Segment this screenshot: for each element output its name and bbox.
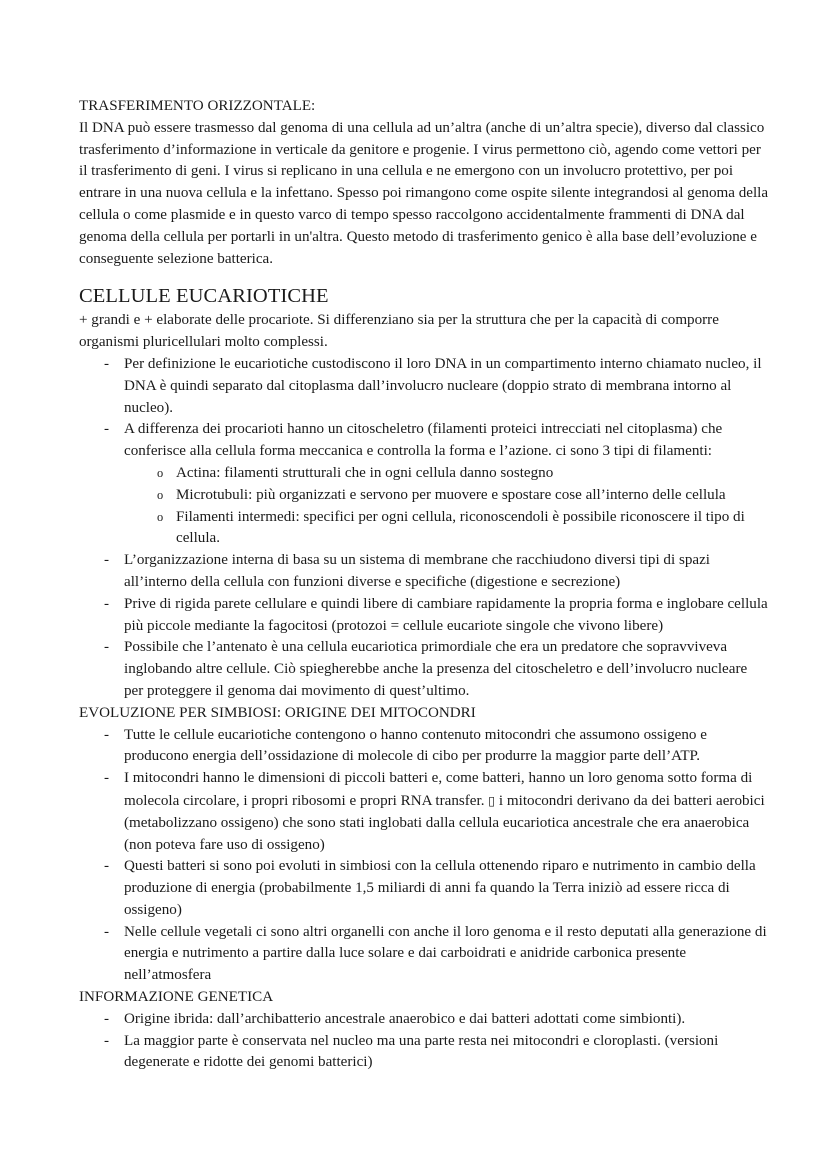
dash-bullet-icon: - (104, 421, 110, 438)
list-item-text-before-symbol: I mitocondri hanno le dimensioni di piccoli batteri e, come batteri, hanno un loro genoma sotto forma di molecola circolare, i propri ribosomi e propri RNA transfer. (124, 770, 753, 809)
list-item-text: Per definizione le eucariotiche custodiscono il loro DNA in un compartimento interno chiamato nucleo, il DNA è quindi separato dal citoplasma dall’involucro nucleare (doppio strato di membrana intorno al nucleo). (124, 355, 762, 416)
dash-bullet-icon: - (104, 1032, 110, 1049)
list-item-text: Possibile che l’antenato è una cellula eucariotica primordiale che era un predatore che sopravviveva inglobando altre cellule. Ciò spiegherebbe anche la presenza del citoscheletro e dell’involucro nucleare per proteggere il genoma dai movimento di quest’ultimo. (124, 639, 748, 699)
list-item (79, 768, 770, 856)
list-item-text: La maggior parte è conservata nel nucleo ma una parte resta nei mitocondri e cloroplasti. (versioni degenerate e ridotte dei genomi batterici) (124, 1032, 719, 1071)
document-body (79, 96, 770, 1074)
circle-bullet-icon: o (157, 509, 164, 524)
list-item-text: A differenza dei procarioti hanno un citoscheletro (filamenti proteici intrecciati nel citoplasma) che conferisce alla cellula forma meccanica e controlla la forma e l’azione. ci sono 3 tipi di filamenti: (124, 421, 723, 460)
filament-sub-list (124, 463, 770, 550)
missing-glyph-icon: ▯ (488, 792, 496, 808)
list-item (79, 725, 770, 769)
list-item-text: Nelle cellule vegetali ci sono altri organelli con anche il loro genoma e il resto deputati alla generazione di energia e nutrimento a partire dalla luce solare e dai carboidrati e anidride carbonica presente nell’atmosfera (124, 923, 767, 984)
dash-bullet-icon: - (104, 1010, 110, 1027)
dash-bullet-icon: - (104, 639, 110, 656)
list-item (79, 419, 770, 550)
list-item (79, 1031, 770, 1075)
genetic-information-bullet-list (79, 1009, 770, 1074)
dash-bullet-icon: - (104, 595, 110, 612)
list-item-text: Microtubuli: più organizzati e servono per muovere e spostare cose all’interno delle cellula (176, 486, 726, 503)
list-item (124, 507, 770, 551)
symbiosis-heading: EVOLUZIONE PER SIMBIOSI: ORIGINE DEI MITOCONDRI (79, 704, 476, 721)
circle-bullet-icon: o (157, 487, 164, 502)
list-item-text: Tutte le cellule eucariotiche contengono o hanno contenuto mitocondri che assumono ossigeno e producono energia dell’ossidazione di molecole di cibo per produrre la maggior parte dell’ATP. (124, 726, 707, 765)
list-item (79, 354, 770, 419)
list-item-text: L’organizzazione interna di basa su un sistema di membrane che racchiudono diversi tipi di spazi all’interno della cellula con funzioni diverse e specifiche (digestione e secrezione) (124, 552, 710, 590)
list-item-text: Actina: filamenti strutturali che in ogni cellula danno sostegno (176, 464, 554, 481)
list-item-text-after-symbol: i mitocondri derivano da dei batteri aerobici (metabolizzano ossigeno) che sono stati inglobati dalla cellula eucariotica ancestrale che era anaerobica (non poteva fare uso di ossigeno) (124, 792, 765, 853)
horizontal-transfer-heading: TRASFERIMENTO ORIZZONTALE: (79, 98, 316, 114)
list-item (79, 594, 770, 638)
list-item (79, 1009, 770, 1031)
list-item (79, 856, 770, 921)
list-item-text: Prive di rigida parete cellulare e quindi libere di cambiare rapidamente la propria forma e inglobare cellula più piccole mediante la fagocitosi (protozoi = cellule eucariote singole che vivono libere) (124, 595, 768, 634)
dash-bullet-icon: - (104, 770, 110, 787)
eukaryote-bullet-list (79, 354, 770, 703)
horizontal-transfer-paragraph: Il DNA può essere trasmesso dal genoma di una cellula ad un’altra (anche di un’altra specie), diverso dal classico trasferimento d’informazione in verticale da genitore e progenie. I virus permettono ciò, agendo come vettori per il trasferimento di geni. I virus si replicano in una cellula e ne emergono con un involucro protettivo, per poi entrare in una nuova cellula e la infettano. Spesso poi rimangono come ospite silente integrandosi al genoma della cellula o come plasmide e in questo varco di tempo spesso raccolgono accidentalmente frammenti di DNA dal genoma della cellula per portarli in un'altra. Questo metodo di trasferimento genico è alla base dell’evoluzione e conseguente selezione batterica. (79, 119, 769, 267)
list-item (124, 463, 770, 485)
dash-bullet-icon: - (104, 552, 110, 569)
eukaryote-intro-paragraph: + grandi e + elaborate delle procariote. Si differenziano sia per la struttura che per la capacità di comporre organismi pluricellulari molto complessi. (79, 312, 719, 351)
list-item (124, 485, 770, 507)
page-title: CELLULE EUCARIOTICHE (79, 285, 329, 308)
list-item (79, 637, 770, 702)
circle-bullet-icon: o (157, 465, 164, 480)
genetic-information-heading: INFORMAZIONE GENETICA (79, 989, 274, 1006)
dash-bullet-icon: - (104, 858, 110, 875)
symbiosis-bullet-list (79, 725, 770, 988)
dash-bullet-icon: - (104, 726, 110, 743)
list-item-text: Origine ibrida: dall’archibatterio ancestrale anaerobico e dai batteri adottati come simbionti). (124, 1010, 686, 1027)
dash-bullet-icon: - (104, 923, 110, 940)
dash-bullet-icon: - (104, 355, 110, 372)
list-item-text: Questi batteri si sono poi evoluti in simbiosi con la cellula ottenendo riparo e nutrimento in cambio della produzione di energia (probabilmente 1,5 miliardi di anni fa quando la Terra iniziò ad essere ricca di ossigeno) (124, 858, 756, 918)
list-item (79, 550, 770, 594)
list-item (79, 922, 770, 987)
list-item-text: Filamenti intermedi: specifici per ogni cellula, riconoscendoli è possibile riconoscere il tipo di cellula. (176, 508, 745, 547)
